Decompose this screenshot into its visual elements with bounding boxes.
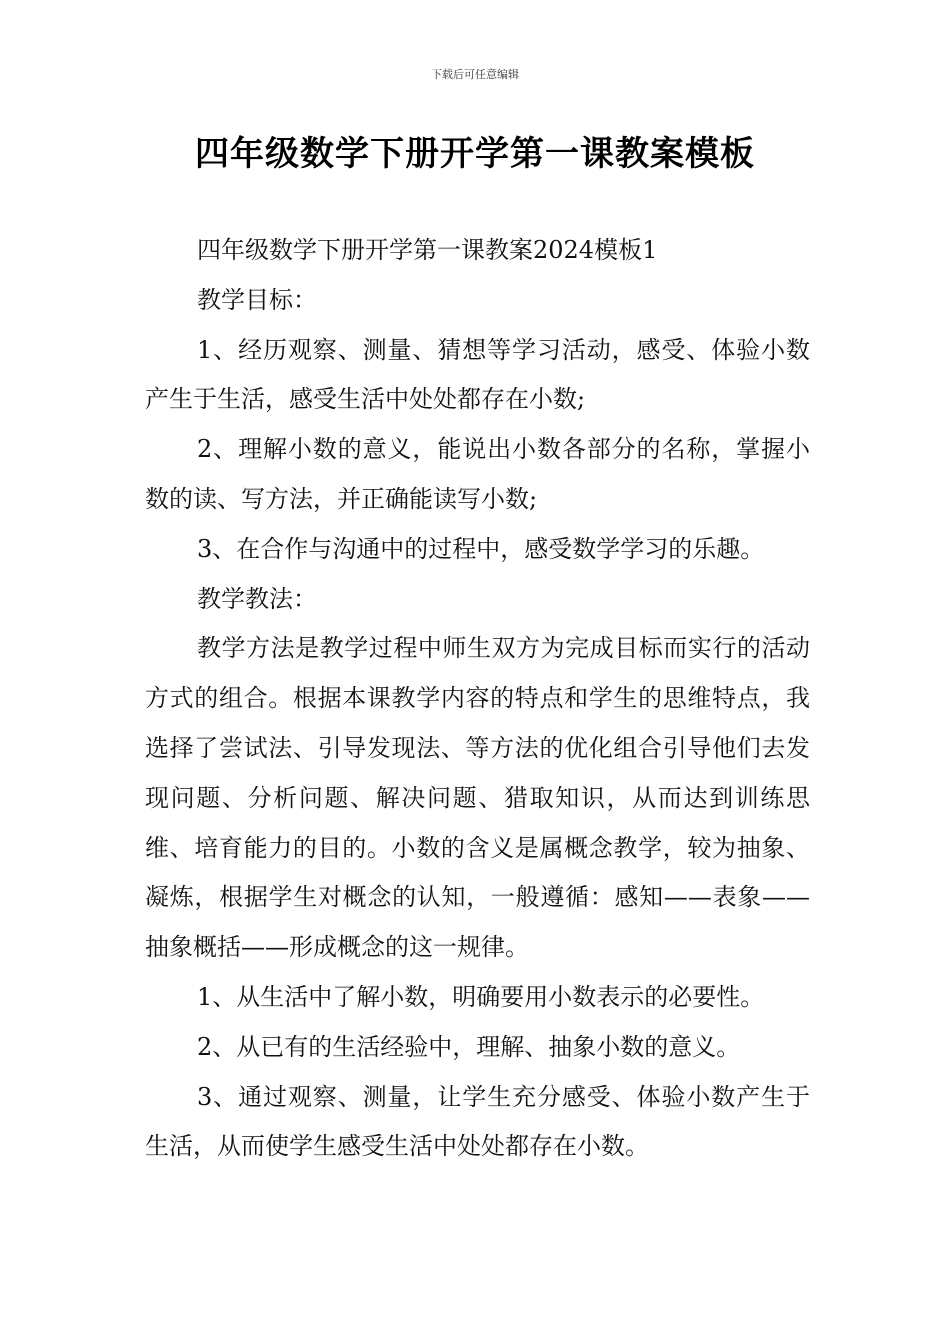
section-heading-methods: 教学教法： bbox=[197, 584, 317, 613]
method-item-2: 2、从已有的生活经验中，理解、抽象小数的意义。 bbox=[197, 1032, 741, 1061]
objective-item-2: 2、理解小数的意义，能说出小数各部分的名称，掌握小数的读、写方法，并正确能读写小数; bbox=[145, 435, 810, 513]
header-note: 下载后可任意编辑 bbox=[431, 68, 519, 81]
method-item-1: 1、从生活中了解小数，明确要用小数表示的必要性。 bbox=[197, 982, 765, 1011]
section-heading-objectives: 教学目标： bbox=[197, 285, 317, 314]
document-body bbox=[145, 226, 810, 1172]
objective-item-1: 1、经历观察、测量、猜想等学习活动，感受、体验小数产生于生活，感受生活中处处都存在小数; bbox=[145, 335, 810, 414]
subtitle-paragraph: 四年级数学下册开学第一课教案2024模板1 bbox=[197, 236, 658, 264]
document-title: 四年级数学下册开学第一课教案模板 bbox=[195, 134, 755, 174]
objective-item-3: 3、在合作与沟通中的过程中，感受数学学习的乐趣。 bbox=[197, 534, 765, 563]
method-item-3: 3、通过观察、测量，让学生充分感受、体验小数产生于生活，从而使学生感受生活中处处都存在小数。 bbox=[145, 1082, 810, 1161]
methods-paragraph: 教学方法是教学过程中师生双方为完成目标而实行的活动方式的组合。根据本课教学内容的特点和学生的思维特点，我选择了尝试法、引导发现法、等方法的优化组合引导他们去发现问题、分析问题、解决问题、猎取知识，从而达到训练思维、培育能力的目的。小数的含义是属概念教学，较为抽象、凝炼，根据学生对概念的认知，一般遵循：感知——表象——抽象概括——形成概念的这一规律。 bbox=[145, 634, 810, 962]
